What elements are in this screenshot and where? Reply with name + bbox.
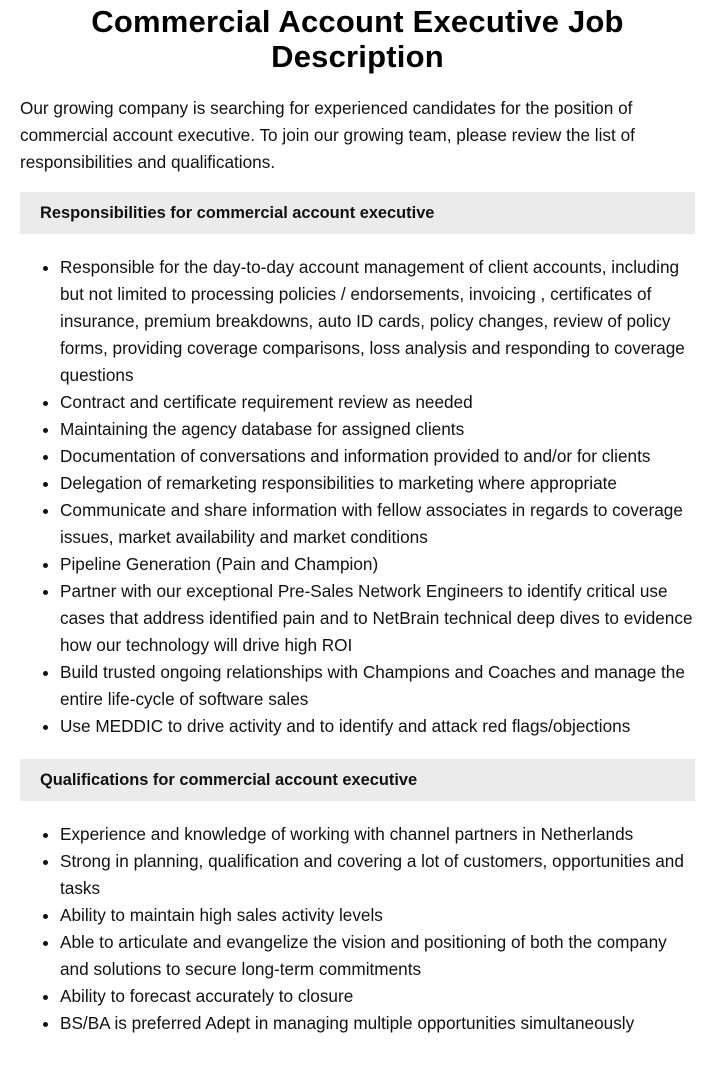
list-item: Ability to maintain high sales activity levels [60,902,695,929]
page-title: Commercial Account Executive Job Description [91,4,624,74]
list-item: Ability to forecast accurately to closure [60,983,695,1010]
list-item: Experience and knowledge of working with channel partners in Netherlands [60,821,695,848]
qualifications-header [20,759,695,801]
list-item: Responsible for the day-to-day account management of client accounts, including but not limited to processing policies / endorsements, invoicing , certificates of insurance, premium breakdowns, auto ID cards, policy changes, review of policy forms, providing coverage comparisons, loss analysis and responding to coverage questions [60,254,695,389]
list-item: Use MEDDIC to drive activity and to identify and attack red flags/objections [60,713,695,740]
qualifications-heading: Qualifications for commercial account executive [40,770,418,789]
list-item: Contract and certificate requirement review as needed [60,389,695,416]
qualifications-list [20,821,695,1037]
list-item: Communicate and share information with fellow associates in regards to coverage issues, market availability and market conditions [60,497,695,551]
list-item: Partner with our exceptional Pre-Sales Network Engineers to identify critical use cases that address identified pain and to NetBrain technical deep dives to evidence how our technology will drive high ROI [60,578,695,659]
intro-paragraph: Our growing company is searching for experienced candidates for the position of commercial account executive. To join our growing team, please review the list of responsibilities and qualifications. [20,98,635,172]
list-item: Pipeline Generation (Pain and Champion) [60,551,695,578]
responsibilities-list [20,254,695,740]
list-item: Build trusted ongoing relationships with Champions and Coaches and manage the entire life-cycle of software sales [60,659,695,713]
list-item: Documentation of conversations and information provided to and/or for clients [60,443,695,470]
list-item: Able to articulate and evangelize the vision and positioning of both the company and solutions to secure long-term commitments [60,929,695,983]
list-item: Strong in planning, qualification and covering a lot of customers, opportunities and tasks [60,848,695,902]
responsibilities-header [20,192,695,234]
list-item: Delegation of remarketing responsibilities to marketing where appropriate [60,470,695,497]
list-item: Maintaining the agency database for assigned clients [60,416,695,443]
responsibilities-heading: Responsibilities for commercial account executive [40,203,435,222]
list-item: BS/BA is preferred Adept in managing multiple opportunities simultaneously [60,1010,695,1037]
